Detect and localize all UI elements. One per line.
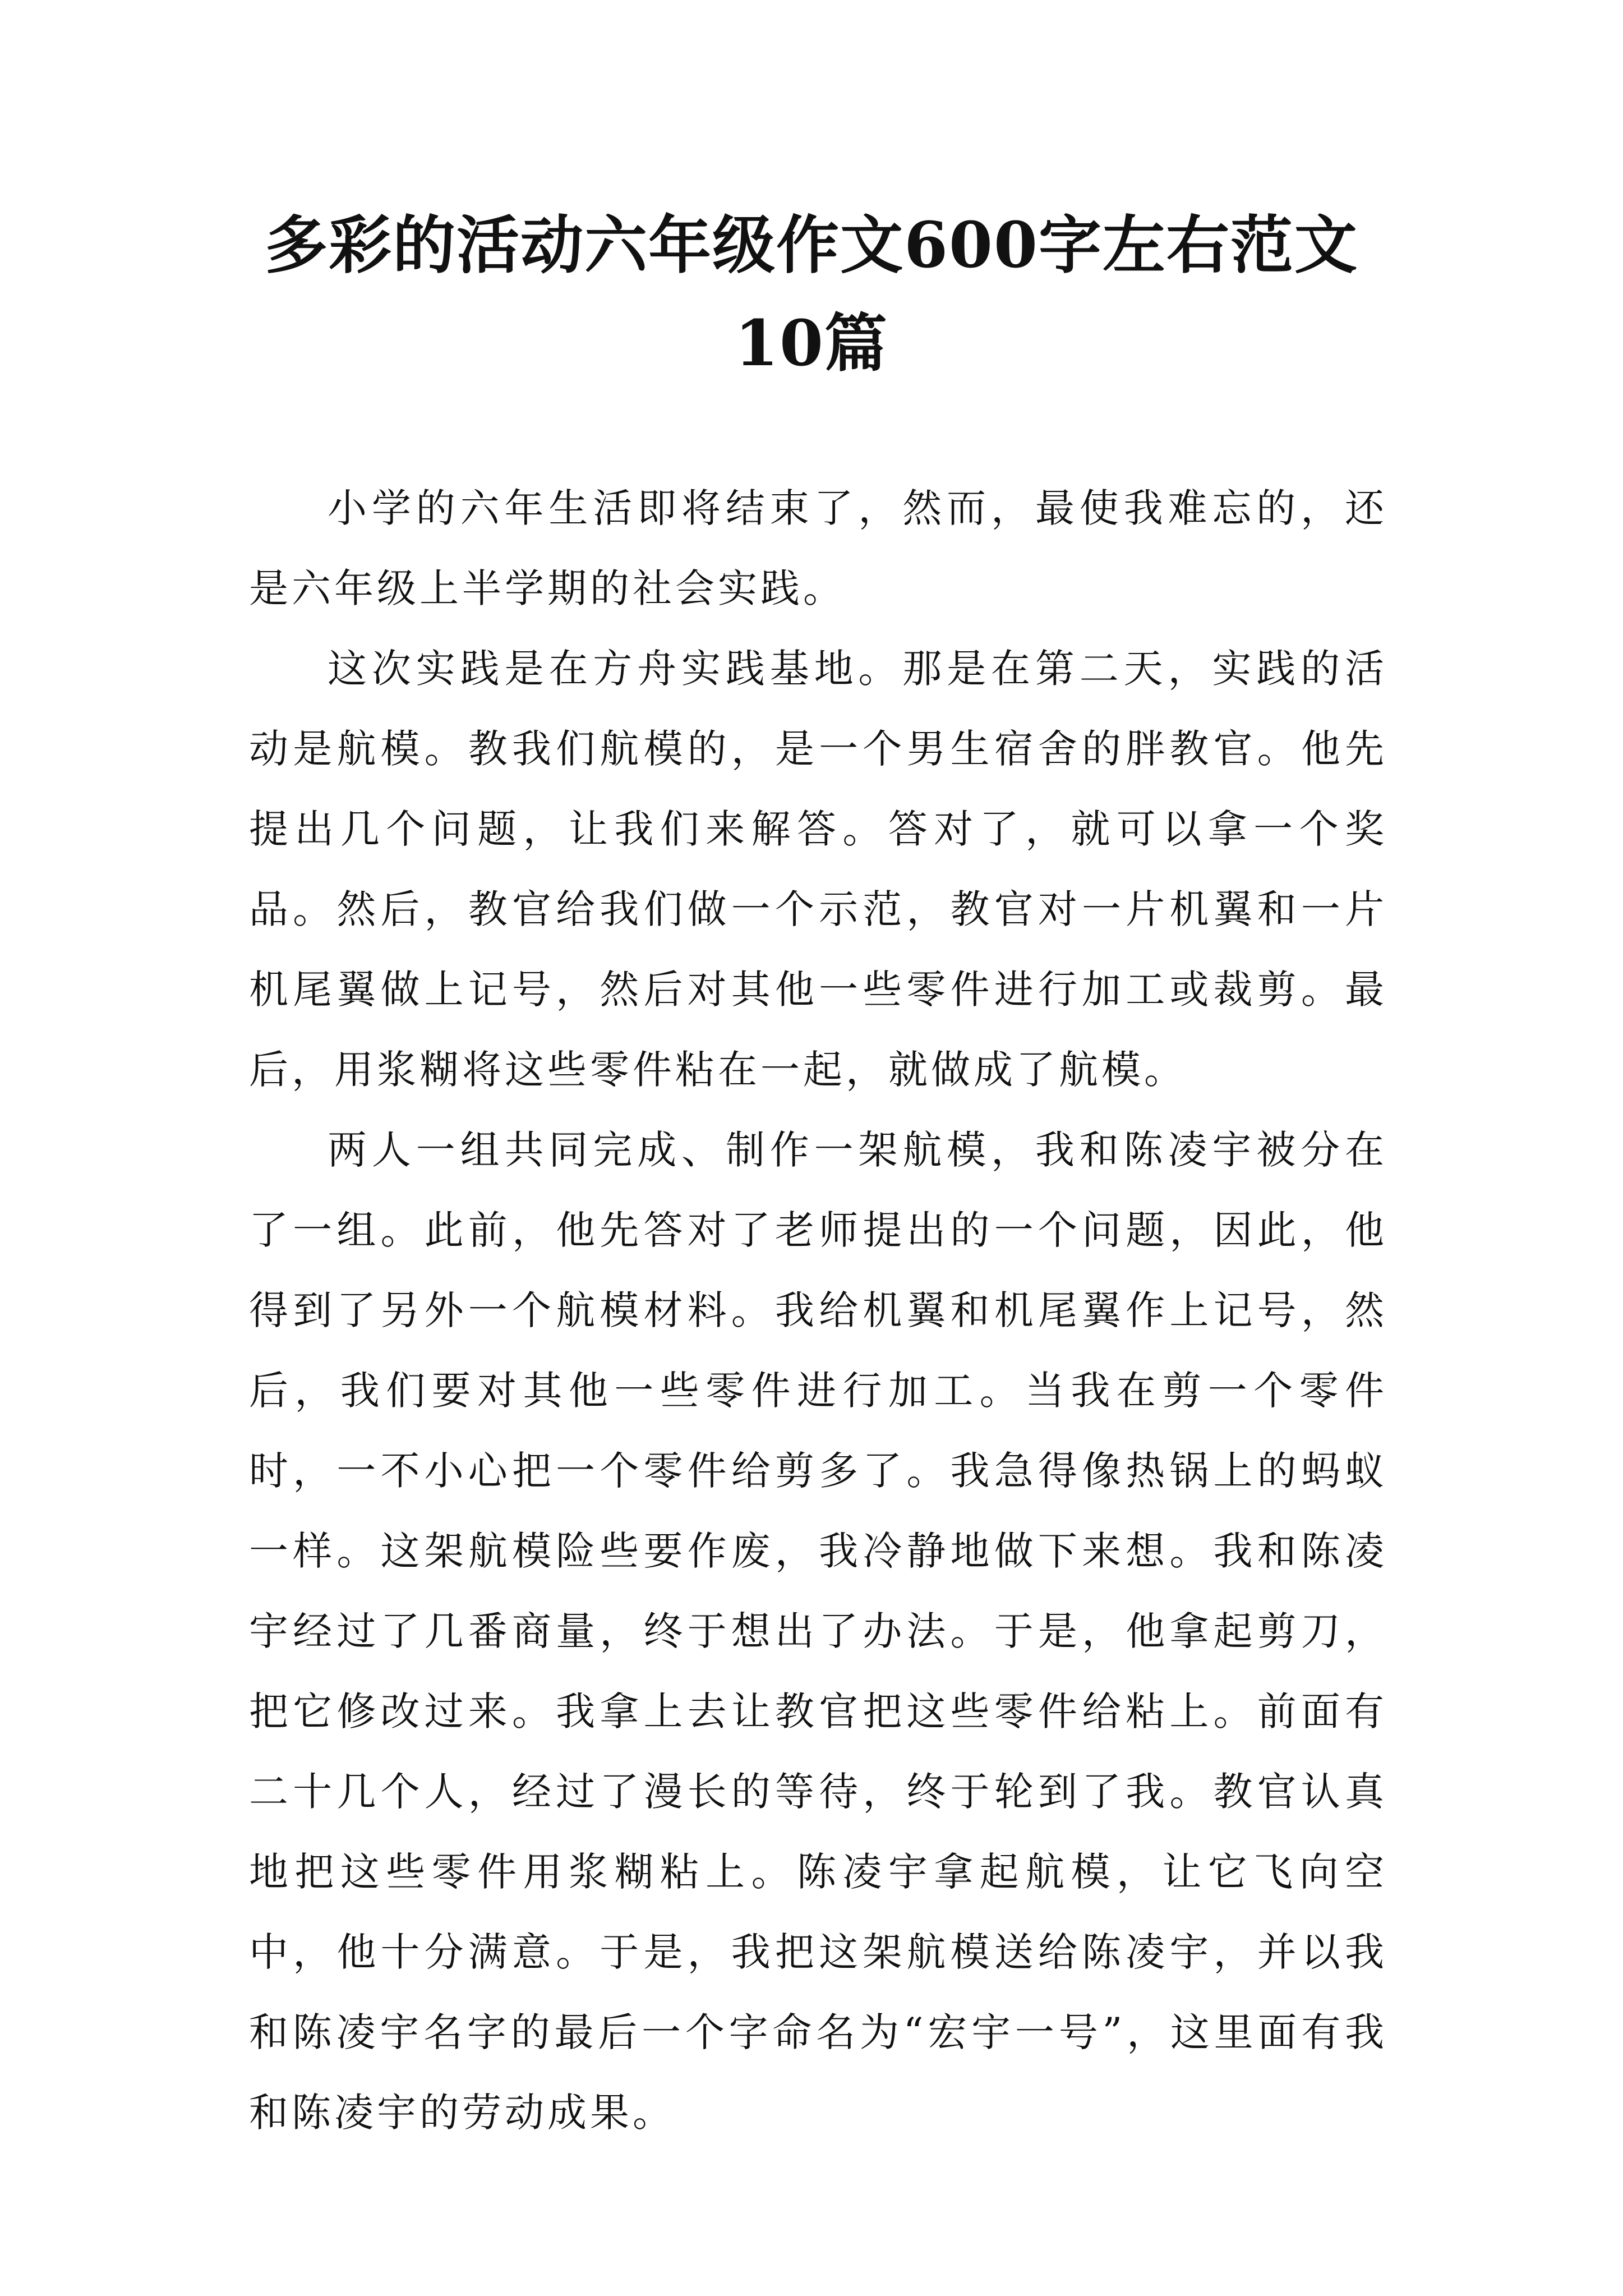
paragraph-1: 小学的六年生活即将结束了，然而，最使我难忘的，还是六年级上半学期的社会实践。 (249, 485, 1387, 611)
document-body (249, 468, 1387, 2153)
paragraph-2: 这次实践是在方舟实践基地。那是在第二天，实践的活动是航模。教我们航模的，是一个男生宿舍的胖教官。他先提出几个问题，让我们来解答。答对了，就可以拿一个奖品。然后，教官给我们做一个示范，教官对一片机翼和一片机尾翼做上记号，然后对其他一些零件进行加工或裁剪。最后，用浆糊将这些零件粘在一起，就做成了航模。 (249, 646, 1387, 1093)
paragraph-3: 两人一组共同完成、制作一架航模，我和陈凌宇被分在了一组。此前，他先答对了老师提出的一个问题，因此，他得到了另外一个航模材料。我给机翼和机尾翼作上记号，然后，我们要对其他一些零件进行加工。当我在剪一个零件时，一不小心把一个零件给剪多了。我急得像热锅上的蚂蚁一样。这架航模险些要作废，我冷静地做下来想。我和陈凌宇经过了几番商量，终于想出了办法。于是，他拿起剪刀，把它修改过来。我拿上去让教官把这些零件给粘上。前面有二十几个人，经过了漫长的等待，终于轮到了我。教官认真地把这些零件用浆糊粘上。陈凌宇拿起航模，让它飞向空中，他十分满意。于是，我把这架航模送给陈凌宇，并以我和陈凌宇名字的最后一个字命名为“宏宇一号”，这里面有我和陈凌宇的劳动成果。 (249, 1127, 1387, 2136)
document-title: 多彩的活动六年级作文600字左右范文10篇 (265, 209, 1358, 380)
